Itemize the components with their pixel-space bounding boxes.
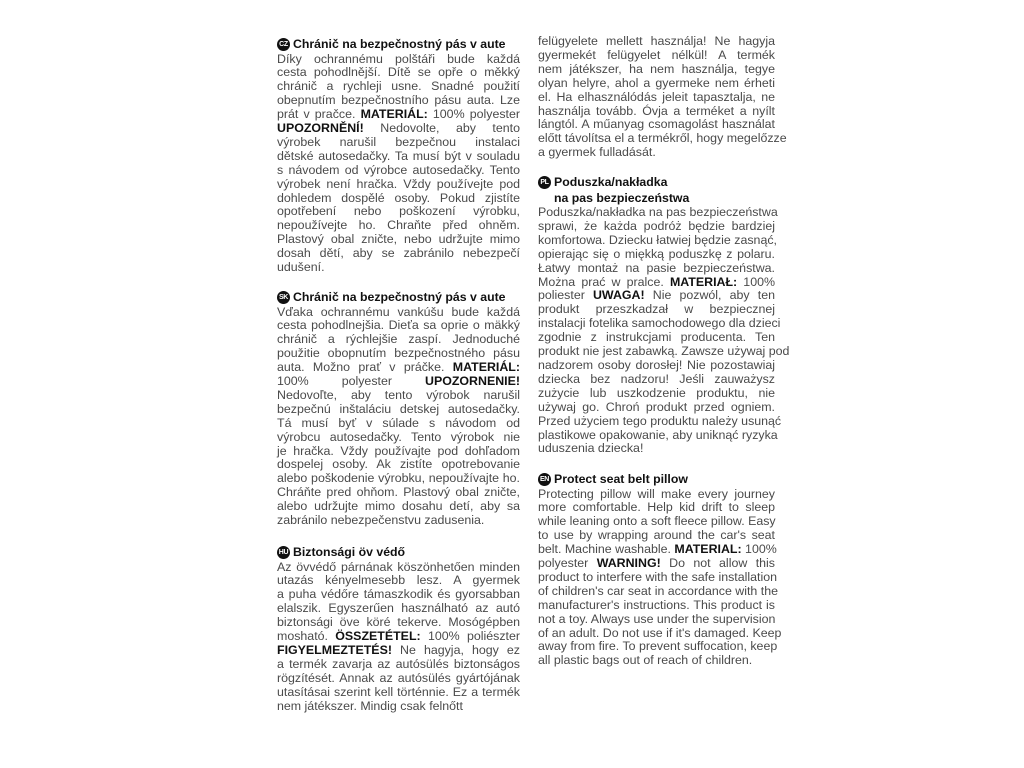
text-line bbox=[538, 387, 775, 401]
text-segment: poliester bbox=[538, 288, 593, 303]
text-line bbox=[277, 514, 520, 528]
text-segment: Można prać w pralce. bbox=[538, 274, 670, 289]
text-segment: sprawi, że każda podróż będzie bardziej bbox=[538, 218, 775, 233]
text-line bbox=[538, 91, 775, 105]
text-segment: cesta pohodlnější. Dítě se opře o měkký bbox=[277, 65, 520, 80]
text-line bbox=[277, 192, 520, 206]
text-segment: zabránilo nebezpečenstvu zadusenia. bbox=[277, 513, 485, 528]
text-line bbox=[277, 486, 520, 500]
text-segment: prát v pračce. bbox=[277, 107, 361, 122]
text-segment: of an adult. Do not use if it's damaged. Keep bbox=[538, 625, 782, 640]
text-line bbox=[277, 672, 520, 686]
text-segment: a gyermek fulladását. bbox=[538, 145, 656, 160]
text-segment: komfortowa. Dziecku łatwiej będzie zasnąć, bbox=[538, 232, 777, 247]
text-line bbox=[538, 118, 775, 132]
text-segment: olyan helyre, ahol a gyermeke nem érheti bbox=[538, 75, 775, 90]
text-line bbox=[277, 205, 520, 219]
text-segment: alebo poškodenie výrobku, nepoužívajte ho. bbox=[277, 471, 520, 486]
text-segment: Poduszka/nakładka na pas bezpieczeństwa bbox=[538, 205, 778, 219]
text-line bbox=[538, 205, 778, 220]
text-line bbox=[277, 445, 520, 459]
section-body bbox=[277, 561, 520, 714]
text-line bbox=[277, 306, 520, 320]
text-line bbox=[277, 361, 520, 375]
text-line bbox=[277, 261, 520, 275]
bold-label: UPOZORNENIE! bbox=[425, 374, 520, 389]
text-segment: výrobek narušil bezpečnou instalaci bbox=[277, 134, 520, 149]
text-line bbox=[277, 80, 520, 94]
text-line bbox=[538, 289, 775, 303]
text-segment: dziecka bez nadzoru! Jeśli zauważysz bbox=[538, 371, 775, 386]
text-segment: 100% bbox=[737, 274, 775, 289]
text-segment: product to interfere with the safe installation bbox=[538, 569, 777, 584]
text-line bbox=[277, 233, 520, 247]
bold-label: MATERIÁL: bbox=[360, 107, 428, 122]
heading-text: Poduszka/nakładka bbox=[554, 175, 668, 189]
text-line bbox=[538, 543, 775, 557]
text-line bbox=[277, 686, 520, 700]
text-line bbox=[538, 501, 775, 515]
section-hu-continued bbox=[538, 34, 787, 160]
text-line bbox=[538, 35, 775, 49]
text-line bbox=[538, 359, 775, 373]
bold-label: ÖSSZETÉTEL: bbox=[335, 629, 421, 644]
heading-text: Chránič na bezpečnostný pás v aute bbox=[293, 37, 506, 51]
text-segment: while leaning onto a soft fleece pillow. Easy bbox=[538, 514, 776, 529]
text-line bbox=[538, 262, 775, 276]
heading-text: Chránič na bezpečnostný pás v aute bbox=[293, 290, 506, 304]
text-line bbox=[538, 401, 775, 415]
text-line bbox=[277, 644, 520, 658]
text-segment: dohledem dospělé osoby. Pokud zjistíte bbox=[277, 190, 520, 205]
text-segment: all plastic bags out of reach of children. bbox=[538, 653, 753, 668]
text-segment: a puha védőre támaszkodik és gyorsabban bbox=[277, 587, 520, 602]
text-segment: alebo udržujte mimo dosahu detí, aby sa bbox=[277, 499, 520, 514]
text-line bbox=[277, 319, 520, 333]
text-line bbox=[538, 303, 775, 317]
text-segment: elalszik. Egyszerűen használható az autó bbox=[277, 601, 520, 616]
text-line bbox=[538, 316, 781, 331]
text-segment: opotřebení nebo poškození výrobku, bbox=[277, 204, 520, 219]
text-line bbox=[277, 122, 520, 136]
text-line bbox=[277, 630, 520, 644]
text-line bbox=[538, 373, 775, 387]
text-segment: polyester bbox=[538, 556, 597, 571]
text-line bbox=[538, 146, 775, 160]
text-segment: utasításai szerint kell történnie. Ez a termék bbox=[277, 684, 520, 699]
text-line bbox=[538, 442, 775, 456]
text-segment: nadzorem osoby dorosłej! Nie pozostawiaj bbox=[538, 357, 775, 372]
text-segment: použitie obopnutím bezpečnostného pásu bbox=[277, 346, 520, 361]
text-line bbox=[538, 344, 790, 359]
text-segment: felügyelete mellett használja! Ne hagyja bbox=[538, 34, 775, 48]
bold-label: WARNING! bbox=[596, 556, 661, 571]
language-badge-icon: PL bbox=[538, 176, 551, 189]
bold-label: FIGYELMEZTETÉS! bbox=[277, 642, 392, 657]
text-line bbox=[277, 658, 520, 672]
text-line bbox=[277, 561, 520, 575]
text-line bbox=[277, 333, 520, 347]
section-sk bbox=[277, 290, 520, 528]
text-line bbox=[538, 49, 775, 63]
text-segment: udušení. bbox=[277, 260, 325, 275]
text-segment: auta. Možno prať v práčke. bbox=[277, 360, 453, 375]
text-segment: výrobcu autosedačky. Tento výrobok nie bbox=[277, 429, 520, 444]
bold-label: MATERIAL: bbox=[674, 542, 742, 557]
text-line bbox=[277, 403, 520, 417]
text-line bbox=[538, 220, 775, 234]
text-line bbox=[277, 500, 520, 514]
section-body bbox=[277, 53, 520, 276]
text-segment: chránič a rychleji usne. Snadné použití bbox=[277, 79, 520, 94]
heading-text: na pas bezpieczeństwa bbox=[554, 190, 690, 205]
text-line bbox=[538, 557, 775, 571]
text-line bbox=[538, 529, 775, 543]
section-hu bbox=[277, 545, 520, 713]
text-segment: nem játékszer. Mindig csak felnőtt bbox=[277, 698, 463, 713]
text-line bbox=[538, 654, 775, 668]
text-segment: belt. Machine washable. bbox=[538, 542, 675, 557]
text-segment: manufacturer's instructions. This product is bbox=[538, 597, 775, 612]
text-line bbox=[538, 276, 775, 290]
text-segment: dosah dětí, aby se zabránilo nebezpečí bbox=[277, 246, 520, 261]
language-badge-icon: EN bbox=[538, 473, 551, 486]
text-segment: Vďaka ochrannému vankúšu bude každá bbox=[277, 304, 520, 319]
text-segment: używaj go. Chroń produkt przed ogniem. bbox=[538, 399, 775, 414]
text-line bbox=[538, 427, 778, 443]
text-segment: s návodem od výrobce autosedačky. Tento bbox=[277, 162, 520, 177]
text-segment: előtt távolítsa el a termékről, hogy megelőzze bbox=[538, 131, 787, 146]
text-segment: Nie pozwól, aby ten bbox=[644, 288, 775, 303]
heading-text: Biztonsági öv védő bbox=[293, 545, 406, 559]
text-line bbox=[277, 389, 520, 403]
text-segment: plastikowe opakowanie, aby uniknąć ryzyka bbox=[538, 427, 778, 442]
text-line bbox=[277, 458, 520, 472]
text-segment: lángtól. A műanyag csomagolást használat bbox=[538, 117, 775, 132]
text-line bbox=[277, 53, 520, 67]
text-segment: opierając się o miękką poduszkę z polaru. bbox=[538, 246, 775, 261]
text-line bbox=[277, 136, 520, 150]
text-segment: 100% poliészter bbox=[420, 629, 520, 644]
section-pl bbox=[538, 175, 790, 456]
section-en bbox=[538, 472, 782, 668]
text-line bbox=[277, 417, 520, 431]
text-line bbox=[277, 164, 520, 178]
text-segment: 100% polyester bbox=[427, 107, 520, 122]
text-segment: 100% polyester bbox=[277, 374, 425, 389]
text-segment: dětské autosedačky. Ta musí být v souladu bbox=[277, 148, 520, 163]
text-line bbox=[538, 234, 775, 248]
text-line bbox=[538, 515, 775, 529]
text-segment: Do not allow this bbox=[660, 556, 775, 571]
text-line bbox=[277, 616, 520, 630]
text-segment: használja tovább. Óvja a terméket a nyílt bbox=[538, 103, 775, 118]
text-segment: rögzítését. Annak az autósülés gyártójának bbox=[277, 670, 520, 685]
bold-label: MATERIAŁ: bbox=[669, 274, 738, 289]
text-line bbox=[538, 413, 782, 429]
bold-label: UWAGA! bbox=[592, 288, 645, 303]
text-segment: chránič a rýchlejšie zaspí. Jednoduché bbox=[277, 332, 520, 347]
section-heading bbox=[277, 290, 520, 306]
text-segment: Plastový obal zničte, nebo udržujte mimo bbox=[277, 232, 520, 247]
text-line bbox=[538, 639, 778, 654]
section-cz bbox=[277, 37, 520, 275]
text-segment: dospelej osoby. Ak zistíte opotrebovanie bbox=[277, 457, 520, 472]
text-line bbox=[277, 66, 520, 80]
text-line bbox=[277, 602, 520, 616]
text-segment: uduszenia dziecka! bbox=[538, 441, 644, 456]
text-segment: a termék zavarja az autósülés biztonságos bbox=[277, 656, 520, 671]
text-segment: cesta pohodlnejšia. Dieťa sa oprie o mäkký bbox=[277, 318, 520, 333]
text-segment: výrobek není hračka. Vždy používejte pod bbox=[277, 176, 520, 191]
text-segment: el. Ha elhasználódás jeleit tapasztalja, ne bbox=[538, 89, 775, 104]
text-segment: Chráňte pred ohňom. Plastový obal zničte, bbox=[277, 485, 520, 500]
text-segment: instalacji fotelika samochodowego dla dzieci bbox=[538, 316, 781, 331]
text-line bbox=[538, 583, 778, 599]
text-line bbox=[277, 178, 520, 192]
text-line bbox=[277, 375, 520, 389]
text-segment: 100% bbox=[741, 542, 777, 557]
text-segment: Łatwy montaż na pasie bezpieczeństwa. bbox=[538, 260, 775, 275]
text-segment: Díky ochrannému polštáři bude každá bbox=[277, 51, 520, 66]
text-segment: produkt przeszkadzał w bezpiecznej bbox=[538, 302, 775, 317]
bold-label: MATERIÁL: bbox=[452, 360, 520, 375]
text-segment: je hračka. Vždy používajte pod dohľadom bbox=[277, 443, 520, 458]
text-segment: Ne hagyja, hogy ez bbox=[391, 642, 520, 657]
text-segment: Nedovoľte, aby tento výrobok narušil bbox=[277, 387, 520, 402]
section-heading bbox=[277, 545, 520, 561]
text-segment: Az övvédő párnának köszönhetően minden bbox=[277, 559, 520, 574]
text-segment: biztonsági öve köré tekerve. Mosógépben bbox=[277, 615, 520, 630]
text-line bbox=[538, 63, 775, 77]
text-line bbox=[277, 108, 520, 122]
text-line bbox=[277, 431, 520, 445]
text-line bbox=[277, 472, 520, 486]
text-line bbox=[277, 574, 520, 588]
text-line bbox=[538, 488, 775, 502]
text-segment: Przed użyciem tego produktu należy usunąć bbox=[538, 413, 782, 428]
section-heading bbox=[538, 175, 775, 206]
text-segment: bezpečnú inštaláciu detskej autosedačky. bbox=[277, 401, 520, 416]
text-segment: to use by wrapping around the car's seat bbox=[538, 528, 775, 543]
text-segment: produkt nie jest zabawką. Zawsze używaj pod bbox=[538, 344, 790, 359]
text-segment: nem játékszer, ha nem használja, tegye bbox=[538, 61, 775, 76]
text-segment: zgodnie z instrukcjami producenta. Ten bbox=[538, 330, 775, 345]
text-segment: more comfortable. Help kid drift to sleep bbox=[538, 500, 775, 515]
section-body bbox=[538, 486, 782, 669]
section-body bbox=[277, 306, 520, 529]
text-segment: utazás kényelmesebb lesz. A gyermek bbox=[277, 573, 520, 588]
text-segment: Nedovolte, aby tento bbox=[363, 121, 520, 136]
text-line bbox=[277, 150, 520, 164]
language-badge-icon: HU bbox=[277, 546, 290, 559]
bold-label: UPOZORNĚNÍ! bbox=[277, 121, 364, 136]
heading-text: Protect seat belt pillow bbox=[554, 472, 688, 486]
text-line bbox=[538, 248, 775, 262]
text-segment: obepnutím bezpečnostního pásu auta. Lze bbox=[277, 93, 520, 108]
text-line bbox=[277, 588, 520, 602]
section-body bbox=[538, 205, 790, 456]
section-body bbox=[538, 34, 787, 160]
text-line bbox=[277, 247, 520, 261]
text-line bbox=[277, 219, 520, 233]
language-badge-icon: CZ bbox=[277, 38, 290, 51]
text-line bbox=[538, 131, 787, 146]
text-line bbox=[538, 105, 775, 119]
text-segment: nepoužívejte ho. Chraňte před ohněm. bbox=[277, 218, 520, 233]
text-segment: Protecting pillow will make every journey bbox=[538, 486, 775, 501]
text-line bbox=[538, 77, 775, 91]
text-line bbox=[538, 625, 782, 641]
section-heading bbox=[538, 472, 775, 488]
text-line bbox=[538, 571, 775, 585]
text-segment: Tá musí byť v súlade s návodom od bbox=[277, 415, 520, 430]
language-badge-icon: SK bbox=[277, 291, 290, 304]
text-segment: gyermekét felügyelet nélkül! A termék bbox=[538, 47, 775, 62]
text-segment: zużycie lub uszkodzenie produktu, nie bbox=[538, 385, 775, 400]
text-segment: of children's car seat in accordance with the bbox=[538, 583, 778, 598]
text-line bbox=[277, 700, 520, 714]
text-segment: not a toy. Always use under the supervision bbox=[538, 611, 776, 626]
text-segment: mosható. bbox=[277, 629, 336, 644]
section-heading bbox=[277, 37, 520, 53]
text-segment: away from fire. To prevent suffocation, keep bbox=[538, 639, 778, 654]
text-line bbox=[538, 613, 775, 627]
text-line bbox=[538, 331, 775, 345]
text-line bbox=[538, 599, 775, 613]
